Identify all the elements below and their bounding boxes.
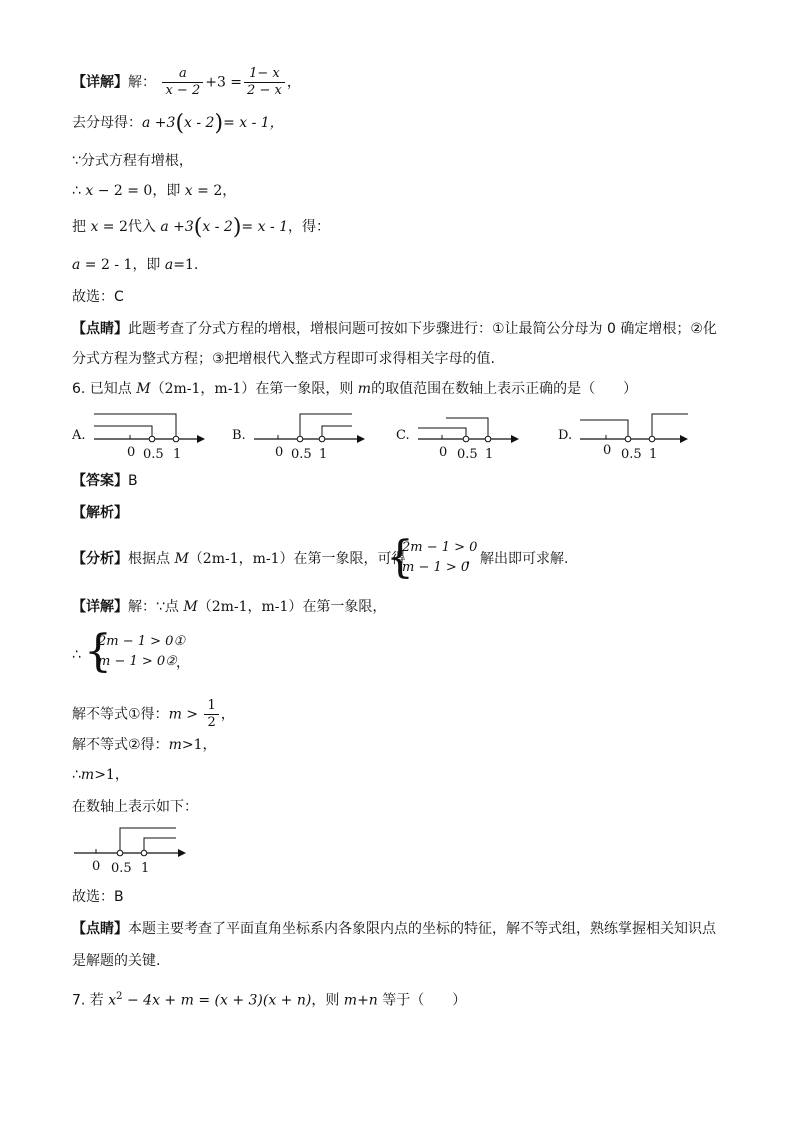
solve-ineq-1	[72, 698, 235, 731]
tick-zero: 0	[439, 445, 448, 460]
tick-half: 0.5	[621, 447, 642, 462]
mid: 在第一象限，可得	[293, 551, 406, 567]
jie-text: 解：	[128, 74, 156, 91]
pre: 根据点	[128, 551, 175, 567]
text: 故选：C	[72, 289, 124, 305]
coords: （2m-1，m-1）	[197, 599, 303, 615]
text: 在数轴上表示如下：	[72, 799, 198, 815]
fraction-one-half: $\frac{1}{2}$	[204, 698, 218, 731]
m-var: m	[168, 737, 182, 753]
tick-one: 1	[649, 447, 658, 462]
pre: ∴	[72, 183, 86, 199]
label: 去分母得：	[72, 115, 142, 131]
end: 等于（ ）	[377, 992, 467, 1009]
fenxi-brace: {	[386, 532, 414, 583]
end: 的取值范围在数轴上表示正确的是（ ）	[371, 381, 638, 397]
mid: 在第一象限，则	[255, 381, 358, 397]
answer-line	[72, 472, 138, 490]
m-var: m	[168, 706, 182, 723]
tick-half: 0.5	[457, 447, 478, 462]
therefore: ∴	[72, 767, 81, 783]
rest: >1，	[94, 767, 129, 783]
pre: 解不等式②得：	[72, 737, 169, 753]
rest: >1，	[181, 737, 217, 753]
end: ，得：	[288, 219, 331, 235]
system-pre	[72, 646, 81, 664]
mid: 代入	[127, 219, 161, 235]
detail2-line	[72, 598, 386, 616]
text: 故选：B	[72, 889, 124, 905]
eq: = 2	[98, 219, 128, 235]
option-c[interactable]	[396, 406, 536, 466]
tick-one: 1	[319, 447, 328, 462]
expr-a: a +3	[160, 219, 194, 235]
mid: ，即	[152, 183, 185, 199]
point-m: M	[136, 381, 151, 397]
question-6	[72, 380, 637, 398]
system-end	[176, 654, 190, 672]
pre: 解：∵点	[128, 599, 184, 615]
system-brace: {	[84, 626, 112, 677]
expr-b: = x - 1	[241, 219, 289, 235]
pre: 把	[72, 219, 91, 235]
m-plus-n: m+n	[343, 992, 378, 1009]
tick-one: 1	[141, 861, 150, 876]
tick-zero: 0	[92, 859, 101, 874]
dianjing-tag: 【点睛】	[72, 321, 128, 337]
exponent: 2	[116, 991, 123, 1002]
choice-line-c	[72, 288, 124, 306]
eq2: =1.	[173, 257, 199, 273]
detail2-tag: 【详解】	[72, 599, 128, 615]
fraction-a-over-x-minus-2: $\frac{a}{x - 2}$	[162, 66, 203, 99]
therefore: ∴	[72, 647, 81, 663]
end: ，	[176, 655, 190, 671]
end: ，	[222, 183, 237, 199]
x-var: x	[90, 219, 99, 235]
dianjing-tag: 【点睛】	[72, 921, 128, 937]
pre: 解不等式①得：	[72, 706, 169, 723]
q-num: 7. 若	[72, 992, 109, 1009]
text: ∵分式方程有增根，	[72, 153, 193, 169]
tick-zero: 0	[603, 443, 612, 458]
m-var: m	[357, 381, 372, 397]
option-b[interactable]	[232, 406, 372, 466]
text: 是解题的关键.	[72, 953, 161, 969]
q-num: 6. 已知点	[72, 381, 137, 397]
number-line-b	[232, 406, 372, 466]
fraction-1-minus-x-over-2-minus-x: $\frac{1- x}{2 - x}$	[244, 66, 285, 99]
gt: >	[181, 706, 203, 723]
conclusion-line	[72, 766, 129, 784]
fenxi-end	[466, 550, 568, 568]
comma: ，	[286, 74, 301, 91]
end: ，解出即可求解.	[466, 551, 569, 567]
option-label: C.	[396, 428, 410, 443]
tick-half: 0.5	[291, 447, 312, 462]
coords: （2m-1，m-1）	[188, 551, 294, 567]
x-var: x	[108, 992, 117, 1009]
option-label: A.	[72, 428, 86, 443]
x-var-2: x	[184, 183, 193, 199]
option-a[interactable]	[72, 406, 212, 466]
point-m: M	[174, 551, 189, 567]
dianjing-line-2	[72, 350, 495, 368]
expr-in: x - 2	[184, 115, 215, 131]
solution-number-line	[70, 824, 200, 878]
dianjing2-line-1	[72, 920, 716, 938]
denominator-clear-line: 去分母得：a +3(x - 2)= x - 1，	[72, 111, 284, 136]
tick-one: 1	[173, 447, 182, 462]
end: 在第一象限，	[302, 599, 387, 615]
root-condition-line	[72, 152, 193, 170]
therefore-line	[72, 182, 236, 200]
end: ，	[220, 706, 235, 723]
a-var: a	[72, 257, 81, 273]
fenxi-line	[72, 550, 406, 568]
expr-b: = x - 1，	[223, 115, 284, 131]
dianjing2-line-2	[72, 952, 160, 970]
expr-a: a +3	[142, 115, 176, 131]
answer-tag: 【答案】	[72, 473, 128, 489]
solve-ineq-2	[72, 736, 216, 754]
point-m: M	[183, 599, 198, 615]
ineq-2: m − 1 > 0	[402, 560, 470, 575]
tick-half: 0.5	[143, 447, 164, 462]
expr-2: (x + n)	[262, 992, 312, 1009]
analysis-tag: 【解析】	[72, 505, 128, 521]
detail-tag: 【详解】	[72, 74, 128, 91]
substitute-line: 把 x = 2代入 a +3(x - 2)= x - 1，得：	[72, 215, 331, 240]
answer-value: B	[128, 473, 138, 489]
expr-1: − 4x + m = (x + 3)	[122, 992, 263, 1009]
mid: ，即	[132, 257, 165, 273]
option-label: B.	[232, 428, 246, 443]
tick-zero: 0	[127, 445, 136, 460]
detail-line-1	[72, 66, 301, 99]
option-label: D.	[558, 428, 573, 443]
tick-half: 0.5	[111, 861, 132, 876]
expr-in: x - 2	[202, 219, 233, 235]
question-7	[72, 988, 466, 1010]
mid: ，则	[311, 992, 344, 1009]
tick-zero: 0	[275, 445, 284, 460]
inequality-system	[98, 632, 185, 672]
analysis-line	[72, 504, 128, 522]
text: 分式方程为整式方程；③把增根代入整式方程即可求得相关字母的值.	[72, 351, 495, 367]
tick-one: 1	[485, 447, 494, 462]
eq2: = 2	[192, 183, 223, 199]
option-d[interactable]	[558, 406, 698, 466]
a-var-2: a	[164, 257, 174, 273]
ineq-2: m − 1 > 0②	[98, 654, 177, 669]
number-line-a	[72, 406, 212, 466]
dianjing-line-1	[72, 320, 717, 338]
choice-line-b	[72, 888, 124, 906]
eq: = 2 - 1	[80, 257, 133, 273]
ineq-1: 2m − 1 > 0	[402, 540, 478, 555]
number-line-c	[396, 406, 536, 466]
x-var: x	[85, 183, 94, 199]
number-line-d	[558, 406, 698, 466]
result-line	[72, 256, 198, 274]
plus-three: +3 =	[205, 74, 243, 91]
eq1: − 2 = 0	[93, 183, 153, 199]
fenxi-tag: 【分析】	[72, 551, 128, 567]
text: 本题主要考查了平面直角坐标系内各象限内点的坐标的特征，解不等式组，熟练掌握相关知识点	[128, 921, 716, 937]
ineq-1: 2m − 1 > 0①	[98, 634, 186, 649]
show-on-line	[72, 798, 198, 816]
m-var: m	[80, 767, 95, 783]
text: 此题考查了分式方程的增根，增根问题可按如下步骤进行：①让最简公分母为 0 确定增根；②化	[128, 321, 717, 337]
coords: （2m-1，m-1）	[150, 381, 256, 397]
